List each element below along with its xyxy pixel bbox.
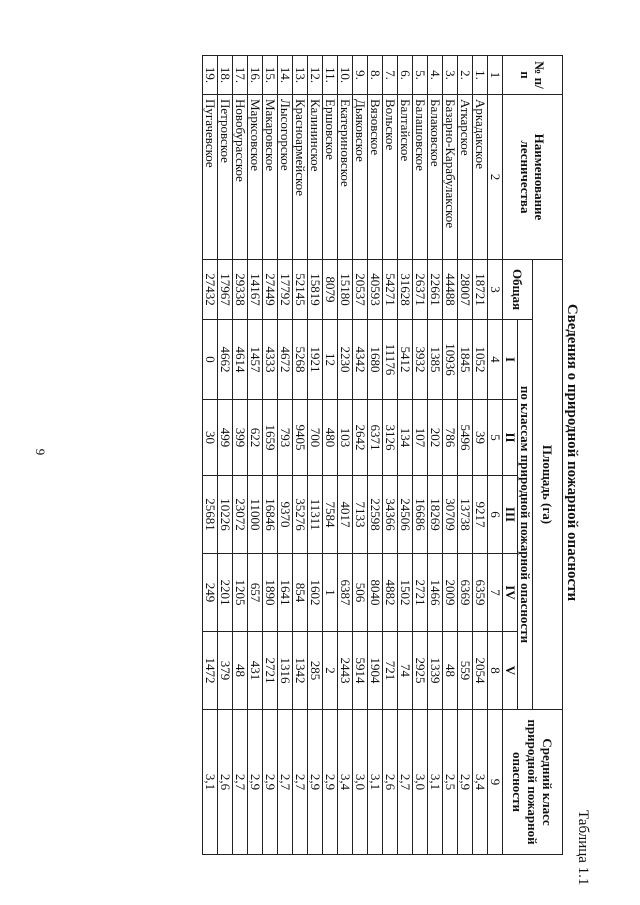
table-row: [443, 56, 458, 855]
table-cell: 5412: [398, 320, 413, 400]
table-cell: 10226: [218, 476, 233, 554]
table-cell: 1472: [203, 632, 218, 710]
table-cell: 285: [308, 632, 323, 710]
column-number: 2: [488, 95, 503, 260]
table-cell: 11.: [323, 56, 338, 95]
table-cell: 52145: [293, 260, 308, 320]
table-cell: 7.: [383, 56, 398, 95]
column-number: 8: [488, 632, 503, 710]
forestry-name: Вольское: [383, 95, 398, 260]
table-cell: 2,6: [218, 710, 233, 855]
table-cell: 27432: [203, 260, 218, 320]
table-cell: 5914: [353, 632, 368, 710]
table-cell: 18.: [218, 56, 233, 95]
table-cell: 20537: [353, 260, 368, 320]
table-cell: 2,6: [383, 710, 398, 855]
table-row: [473, 56, 488, 855]
table-cell: 379: [218, 632, 233, 710]
table-cell: 5268: [293, 320, 308, 400]
table-cell: 1904: [368, 632, 383, 710]
header-class-5: V: [503, 632, 518, 710]
table-cell: 3,0: [353, 710, 368, 855]
table-cell: 29338: [233, 260, 248, 320]
forestry-name: Лысогорское: [278, 95, 293, 260]
table-cell: 4.: [428, 56, 443, 95]
table-cell: 2721: [263, 632, 278, 710]
table-cell: 13.: [293, 56, 308, 95]
table-cell: 35276: [293, 476, 308, 554]
table-cell: 2,7: [293, 710, 308, 855]
table-cell: 1342: [293, 632, 308, 710]
header-class-3: III: [503, 476, 518, 554]
table-cell: 7133: [353, 476, 368, 554]
table-cell: 1339: [428, 632, 443, 710]
table-cell: 103: [338, 400, 353, 476]
table-cell: 2,5: [443, 710, 458, 855]
table-cell: 1052: [473, 320, 488, 400]
table-cell: 2925: [413, 632, 428, 710]
table-cell: 3126: [383, 400, 398, 476]
forestry-name: Екатериновское: [338, 95, 353, 260]
table-cell: 4017: [338, 476, 353, 554]
table-cell: 15180: [338, 260, 353, 320]
column-number: 7: [488, 554, 503, 632]
forestry-name: Балаковское: [428, 95, 443, 260]
table-cell: 23072: [233, 476, 248, 554]
table-label: Таблица 1.1: [575, 810, 591, 886]
table-cell: 2201: [218, 554, 233, 632]
table-row: [263, 56, 278, 855]
table-cell: 39: [473, 400, 488, 476]
table-cell: 3,0: [413, 710, 428, 855]
table-cell: 2.: [458, 56, 473, 95]
table-cell: 30709: [443, 476, 458, 554]
table-cell: 15819: [308, 260, 323, 320]
table-cell: 10.: [338, 56, 353, 95]
table-cell: 14167: [248, 260, 263, 320]
table-cell: 4662: [218, 320, 233, 400]
table-cell: 5496: [458, 400, 473, 476]
header-class-1: I: [503, 320, 518, 400]
forestry-name: Марксовское: [248, 95, 263, 260]
table-cell: 786: [443, 400, 458, 476]
table-cell: 399: [233, 400, 248, 476]
table-cell: 4614: [233, 320, 248, 400]
table-cell: 19.: [203, 56, 218, 95]
table-cell: 25681: [203, 476, 218, 554]
table-cell: 9217: [473, 476, 488, 554]
forestry-name: Балтайское: [398, 95, 413, 260]
table-cell: 28007: [458, 260, 473, 320]
table-cell: 1466: [428, 554, 443, 632]
table-cell: 1641: [278, 554, 293, 632]
table-cell: 6387: [338, 554, 353, 632]
table-cell: 6371: [368, 400, 383, 476]
forestry-name: Вязовское: [368, 95, 383, 260]
table-cell: 2,9: [308, 710, 323, 855]
table-cell: 2,9: [458, 710, 473, 855]
header-area: Площадь (га): [533, 260, 563, 710]
table-cell: 506: [353, 554, 368, 632]
table-cell: 854: [293, 554, 308, 632]
table-cell: 24506: [398, 476, 413, 554]
table-cell: 11176: [383, 320, 398, 400]
table-cell: 499: [218, 400, 233, 476]
forestry-name: Калининское: [308, 95, 323, 260]
table-row: [308, 56, 323, 855]
table-cell: 16.: [248, 56, 263, 95]
table-cell: 2009: [443, 554, 458, 632]
table-cell: 2642: [353, 400, 368, 476]
table-cell: 249: [203, 554, 218, 632]
table-cell: 1385: [428, 320, 443, 400]
header-num: № п/п: [503, 56, 563, 95]
table-cell: 1205: [233, 554, 248, 632]
forestry-name: Балашовское: [413, 95, 428, 260]
table-cell: 31628: [398, 260, 413, 320]
table-row: [203, 56, 218, 855]
table-cell: 48: [443, 632, 458, 710]
table-row: [353, 56, 368, 855]
table-row: [338, 56, 353, 855]
table-row: [413, 56, 428, 855]
table-cell: 5.: [413, 56, 428, 95]
table-cell: 22598: [368, 476, 383, 554]
table-cell: 1659: [263, 400, 278, 476]
table-cell: 202: [428, 400, 443, 476]
page-number: 9: [33, 448, 48, 456]
table-cell: 107: [413, 400, 428, 476]
table-cell: 2443: [338, 632, 353, 710]
forestry-name: Красноармейское: [293, 95, 308, 260]
table-cell: 11311: [308, 476, 323, 554]
table-cell: 559: [458, 632, 473, 710]
table-cell: 2,9: [323, 710, 338, 855]
table-cell: 3,1: [428, 710, 443, 855]
table-cell: 1457: [248, 320, 263, 400]
table-cell: 8040: [368, 554, 383, 632]
table-cell: 2721: [413, 554, 428, 632]
table-cell: 480: [323, 400, 338, 476]
table-cell: 657: [248, 554, 263, 632]
forestry-name: Базарно-Карабулакское: [443, 95, 458, 260]
table-cell: 3.: [443, 56, 458, 95]
table-cell: 4333: [263, 320, 278, 400]
table-cell: 44488: [443, 260, 458, 320]
column-number: 3: [488, 260, 503, 320]
table-cell: 26371: [413, 260, 428, 320]
table-cell: 431: [248, 632, 263, 710]
table-cell: 18721: [473, 260, 488, 320]
table-cell: 13738: [458, 476, 473, 554]
table-cell: 1316: [278, 632, 293, 710]
table-cell: 793: [278, 400, 293, 476]
column-number: 6: [488, 476, 503, 554]
table-cell: 8.: [368, 56, 383, 95]
forestry-name: Ершовское: [323, 95, 338, 260]
header-class-4: IV: [503, 554, 518, 632]
table-cell: 2,7: [278, 710, 293, 855]
header-total: Общая: [503, 260, 533, 320]
table-cell: 10936: [443, 320, 458, 400]
table-cell: 1602: [308, 554, 323, 632]
table-cell: 700: [308, 400, 323, 476]
table-cell: 27449: [263, 260, 278, 320]
forestry-name: Аткарское: [458, 95, 473, 260]
table-cell: 0: [203, 320, 218, 400]
table-cell: 7584: [323, 476, 338, 554]
table-row: [368, 56, 383, 855]
table-cell: 4342: [353, 320, 368, 400]
column-number-row: [488, 56, 503, 855]
table-cell: 9405: [293, 400, 308, 476]
forestry-name: Аркадакское: [473, 95, 488, 260]
table-cell: 8079: [323, 260, 338, 320]
table-cell: 2054: [473, 632, 488, 710]
table-cell: 17.: [233, 56, 248, 95]
table-cell: 134: [398, 400, 413, 476]
table-row: [323, 56, 338, 855]
column-number: 4: [488, 320, 503, 400]
table-cell: 3,4: [338, 710, 353, 855]
table-cell: 2: [323, 632, 338, 710]
table-cell: 4882: [383, 554, 398, 632]
fire-hazard-table: [202, 55, 563, 855]
table-cell: 2,9: [263, 710, 278, 855]
table-cell: 3,1: [203, 710, 218, 855]
table-cell: 17967: [218, 260, 233, 320]
table-cell: 721: [383, 632, 398, 710]
table-cell: 18269: [428, 476, 443, 554]
column-number: 1: [488, 56, 503, 95]
table-cell: 9370: [278, 476, 293, 554]
table-cell: 6359: [473, 554, 488, 632]
table-cell: 1890: [263, 554, 278, 632]
table-cell: 15.: [263, 56, 278, 95]
table-body: [203, 56, 488, 855]
table-cell: 622: [248, 400, 263, 476]
table-cell: 14.: [278, 56, 293, 95]
header-class-2: II: [503, 400, 518, 476]
table-row: [278, 56, 293, 855]
table-row: [293, 56, 308, 855]
table-row: [398, 56, 413, 855]
table-cell: 2,7: [398, 710, 413, 855]
table-cell: 30: [203, 400, 218, 476]
table-row: [248, 56, 263, 855]
header-name: Наименование лесничества: [503, 95, 563, 260]
table-cell: 1502: [398, 554, 413, 632]
table-cell: 4672: [278, 320, 293, 400]
column-number: 9: [488, 710, 503, 855]
table-row: [458, 56, 473, 855]
table-cell: 3,1: [368, 710, 383, 855]
table-cell: 22661: [428, 260, 443, 320]
table-row: [218, 56, 233, 855]
table-cell: 12: [323, 320, 338, 400]
column-number: 5: [488, 400, 503, 476]
table-cell: 34366: [383, 476, 398, 554]
table-cell: 12.: [308, 56, 323, 95]
table-cell: 54271: [383, 260, 398, 320]
table-cell: 17792: [278, 260, 293, 320]
table-cell: 6369: [458, 554, 473, 632]
table-cell: 9.: [353, 56, 368, 95]
table-cell: 6.: [398, 56, 413, 95]
table-cell: 1680: [368, 320, 383, 400]
table-row: [428, 56, 443, 855]
table-row: [383, 56, 398, 855]
table-row: [233, 56, 248, 855]
table-cell: 1845: [458, 320, 473, 400]
forestry-name: Петровское: [218, 95, 233, 260]
forestry-name: Новобурасское: [233, 95, 248, 260]
forestry-name: Пугачевское: [203, 95, 218, 260]
table-cell: 40593: [368, 260, 383, 320]
table-cell: 1: [323, 554, 338, 632]
table-cell: 3,4: [473, 710, 488, 855]
table-cell: 2,7: [233, 710, 248, 855]
forestry-name: Макаровское: [263, 95, 278, 260]
header-by-class: по классам природной пожарной опасности: [518, 320, 533, 710]
table-cell: 16846: [263, 476, 278, 554]
forestry-name: Дьяковское: [353, 95, 368, 260]
table-cell: 1.: [473, 56, 488, 95]
table-cell: 2230: [338, 320, 353, 400]
table-cell: 16686: [413, 476, 428, 554]
table-cell: 11000: [248, 476, 263, 554]
table-title: Сведения о природной пожарной опасности: [564, 303, 580, 602]
table-cell: 48: [233, 632, 248, 710]
table-cell: 3932: [413, 320, 428, 400]
header-avg-class: Средний класс природной пожарной опасности: [503, 710, 563, 855]
table-cell: 74: [398, 632, 413, 710]
table-cell: 1921: [308, 320, 323, 400]
table-cell: 2,9: [248, 710, 263, 855]
